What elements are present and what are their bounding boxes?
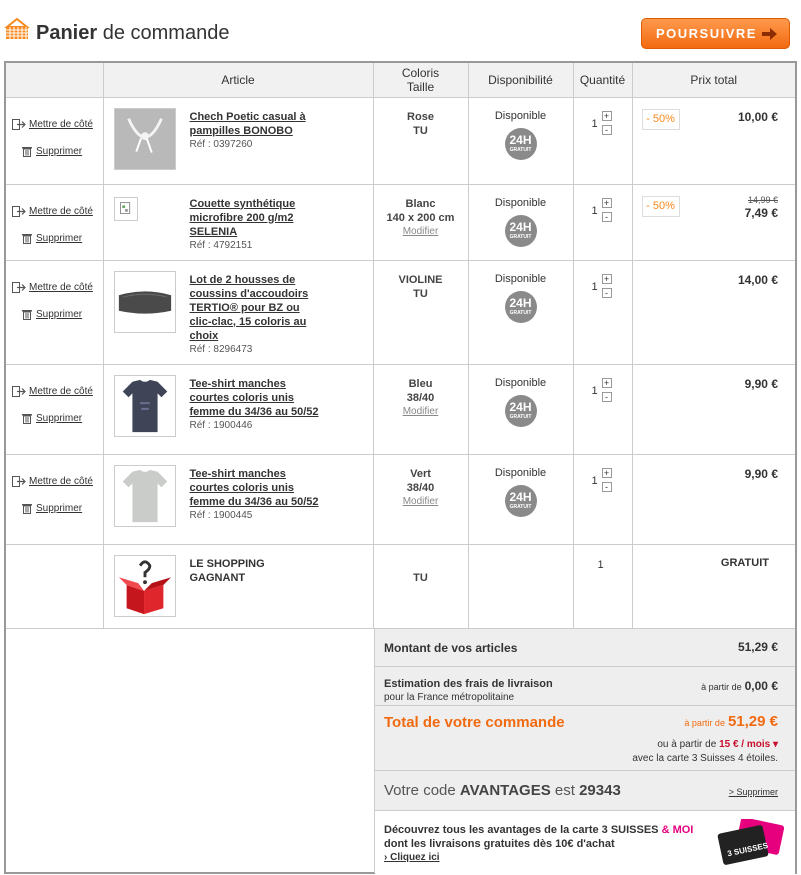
product-ref: Réf : 8296473 <box>189 343 253 355</box>
card-promo <box>375 811 795 875</box>
discount-badge: - 50% <box>642 196 680 217</box>
availability-text: Disponible <box>494 466 547 479</box>
continue-label: POURSUIVRE <box>656 26 757 41</box>
qty-value: 1 <box>591 474 598 487</box>
articles-total-row <box>375 629 795 667</box>
product-name-link[interactable]: Couette synthétique microfibre 200 g/m2 SELENIA <box>189 197 296 238</box>
col-price: Prix total <box>632 63 795 97</box>
col-actions <box>6 63 103 97</box>
product-color: Rose <box>407 110 434 123</box>
product-price: 14,00 € <box>737 272 778 287</box>
shipping-value: 0,00 € <box>744 679 778 693</box>
shipping-sub: pour la France métropolitaine <box>384 692 515 703</box>
qty-value: 1 <box>591 117 598 130</box>
title-bold: Panier <box>36 22 98 44</box>
product-image[interactable] <box>114 375 176 437</box>
product-name-link[interactable]: Tee-shirt manches courtes coloris unis femme du 34/36 au 50/52 <box>189 467 319 508</box>
divider <box>375 705 795 706</box>
24h-badge-icon <box>505 291 537 323</box>
remove-label: Supprimer <box>36 145 83 157</box>
promo-code-text <box>384 782 621 799</box>
product-size: TU <box>413 287 428 300</box>
qty-minus-button[interactable]: - <box>602 392 612 402</box>
trash-icon <box>22 146 32 157</box>
product-ref: Réf : 4792151 <box>189 239 253 251</box>
trash-icon <box>22 413 32 424</box>
monthly-prefix: ou à partir de <box>657 739 717 750</box>
badge-hours: 24H <box>509 399 532 414</box>
product-image[interactable] <box>114 465 176 527</box>
save-later-label: Mettre de côté <box>29 205 93 217</box>
modify-link[interactable]: Modifier <box>402 495 439 507</box>
24h-badge-icon <box>505 215 537 247</box>
badge-hours: 24H <box>509 295 532 310</box>
badge-gratuit: GRATUIT <box>509 503 532 510</box>
header <box>0 0 801 62</box>
table-row <box>6 97 795 184</box>
gift-row <box>6 544 795 628</box>
save-later-link[interactable] <box>12 476 103 487</box>
col-article: Article <box>103 63 373 97</box>
col-qty: Quantité <box>573 63 632 97</box>
product-price: 9,90 € <box>744 376 778 391</box>
qty-minus-button[interactable]: - <box>602 125 612 135</box>
product-color: Blanc <box>405 197 436 210</box>
product-price: 7,49 € <box>744 205 778 220</box>
product-name-link[interactable]: Lot de 2 housses de coussins d'accoudoirs TERTIO® pour BZ ou clic-clac, 15 coloris au choix <box>189 273 309 342</box>
qty-plus-button[interactable]: + <box>602 378 612 388</box>
title-rest: de commande <box>102 22 230 44</box>
trash-icon <box>22 309 32 320</box>
product-ref: Réf : 1900446 <box>189 419 253 431</box>
move-icon <box>12 282 26 293</box>
shipping-total-row <box>375 667 795 771</box>
loyalty-card-image <box>716 819 784 865</box>
code-word: AVANTAGES <box>459 782 551 799</box>
qty-value: 1 <box>591 384 598 397</box>
trash-icon <box>22 233 32 244</box>
product-color: VIOLINE <box>398 273 443 286</box>
save-later-link[interactable] <box>12 206 103 217</box>
continue-button[interactable] <box>641 18 790 49</box>
old-price: 14,99 € <box>747 194 778 205</box>
save-later-link[interactable] <box>12 119 103 130</box>
promo-pink: & MOI <box>661 824 694 836</box>
gift-qty: 1 <box>597 558 604 571</box>
move-icon <box>12 206 26 217</box>
qty-minus-button[interactable]: - <box>602 212 612 222</box>
product-image[interactable] <box>114 108 176 170</box>
availability-text: Disponible <box>494 376 547 389</box>
save-later-link[interactable] <box>12 386 103 397</box>
move-icon <box>12 476 26 487</box>
product-size: 140 x 200 cm <box>386 211 455 224</box>
remove-link[interactable] <box>12 503 103 514</box>
card-promo-text <box>384 823 714 851</box>
table-header <box>6 63 795 97</box>
qty-plus-button[interactable]: + <box>602 468 612 478</box>
articles-value: 51,29 € <box>737 640 778 654</box>
badge-hours: 24H <box>509 219 532 234</box>
promo-text2: dont les livraisons gratuites dès 10€ d'achat <box>384 838 615 850</box>
shipping-label: Estimation des frais de livraison <box>384 678 553 690</box>
col-coloris-label: Coloris <box>401 65 440 80</box>
move-icon <box>12 119 26 130</box>
table-row <box>6 260 795 364</box>
total-from: à partir de <box>684 718 725 728</box>
badge-gratuit: GRATUIT <box>509 309 532 316</box>
product-ref: Réf : 0397260 <box>189 138 253 150</box>
24h-badge-icon <box>505 485 537 517</box>
col-taille-label: Taille <box>406 79 435 94</box>
total-value-block <box>684 713 778 730</box>
basket-icon <box>4 17 30 41</box>
remove-link[interactable] <box>12 413 103 424</box>
discount-badge: - 50% <box>642 109 680 130</box>
save-later-link[interactable] <box>12 282 103 293</box>
card-promo-link[interactable]: › Cliquez ici <box>384 852 440 863</box>
order-summary <box>375 629 795 875</box>
modify-link[interactable]: Modifier <box>402 225 439 237</box>
gift-image <box>114 555 176 617</box>
product-size: 38/40 <box>406 481 435 494</box>
remove-code-link[interactable]: > Supprimer <box>728 787 778 797</box>
table-row <box>6 364 795 454</box>
availability-text: Disponible <box>494 196 547 209</box>
arrow-right-icon <box>762 28 777 40</box>
product-price-block <box>745 195 778 220</box>
product-price: 9,90 € <box>744 466 778 481</box>
monthly-value: 15 € / mois ▾ <box>719 739 778 750</box>
code-value: 29343 <box>579 782 621 799</box>
save-later-label: Mettre de côté <box>29 281 93 293</box>
shipping-value-block <box>701 679 778 693</box>
trash-icon <box>22 503 32 514</box>
qty-value: 1 <box>591 204 598 217</box>
broken-image-icon[interactable] <box>114 197 138 221</box>
qty-plus-button[interactable]: + <box>602 111 612 121</box>
summary-left-blank <box>6 629 375 873</box>
code-prefix: Votre code <box>384 782 456 799</box>
qty-value: 1 <box>591 280 598 293</box>
promo-link-label: Cliquez ici <box>390 852 440 863</box>
availability-text: Disponible <box>494 272 547 285</box>
product-image[interactable] <box>114 271 176 333</box>
gift-name: LE SHOPPING GAGNANT <box>189 557 265 584</box>
qty-plus-button[interactable]: + <box>602 274 612 284</box>
product-name-link[interactable]: Chech Poetic casual à pampilles BONOBO <box>189 110 306 137</box>
remove-label: Supprimer <box>36 308 83 320</box>
product-color: Bleu <box>408 377 433 390</box>
24h-badge-icon <box>505 395 537 427</box>
page-title <box>36 22 229 45</box>
col-dispo: Disponibilité <box>468 63 573 97</box>
qty-plus-button[interactable]: + <box>602 198 612 208</box>
table-row <box>6 454 795 544</box>
badge-gratuit: GRATUIT <box>509 233 532 240</box>
gift-size: TU <box>413 571 428 584</box>
col-coloris <box>373 63 468 97</box>
save-later-label: Mettre de côté <box>29 475 93 487</box>
product-size: TU <box>413 124 428 137</box>
badge-hours: 24H <box>509 489 532 504</box>
product-color: Vert <box>410 467 431 480</box>
save-later-label: Mettre de côté <box>29 118 93 130</box>
cart-table <box>6 63 795 629</box>
remove-label: Supprimer <box>36 412 83 424</box>
save-later-label: Mettre de côté <box>29 385 93 397</box>
product-price: 10,00 € <box>737 109 778 124</box>
shipping-from: à partir de <box>701 682 742 692</box>
remove-link[interactable] <box>12 309 103 320</box>
table-row <box>6 184 795 260</box>
remove-link[interactable] <box>12 146 103 157</box>
promo-text1: Découvrez tous les avantages de la carte 3 SUISSES <box>384 824 659 836</box>
24h-badge-icon <box>505 128 537 160</box>
promo-code-row <box>375 771 795 811</box>
gift-price: GRATUIT <box>720 556 769 569</box>
modify-link[interactable]: Modifier <box>402 405 439 417</box>
badge-gratuit: GRATUIT <box>509 146 532 153</box>
qty-minus-button[interactable]: - <box>602 482 612 492</box>
code-mid: est <box>554 782 575 799</box>
total-label: Total de votre commande <box>384 714 565 731</box>
remove-label: Supprimer <box>36 502 83 514</box>
badge-hours: 24H <box>509 132 532 147</box>
monthly-offer[interactable] <box>657 739 778 750</box>
articles-label: Montant de vos articles <box>384 641 518 655</box>
qty-minus-button[interactable]: - <box>602 288 612 298</box>
badge-gratuit: GRATUIT <box>509 413 532 420</box>
product-size: 38/40 <box>406 391 435 404</box>
card-text: 3 SUISSES <box>726 840 769 859</box>
remove-link[interactable] <box>12 233 103 244</box>
move-icon <box>12 386 26 397</box>
total-value: 51,29 € <box>727 713 778 730</box>
product-name-link[interactable]: Tee-shirt manches courtes coloris unis femme du 34/36 au 50/52 <box>189 377 319 418</box>
remove-label: Supprimer <box>36 232 83 244</box>
monthly-note: avec la carte 3 Suisses 4 étoiles. <box>632 753 778 764</box>
availability-text: Disponible <box>494 109 547 122</box>
product-ref: Réf : 1900445 <box>189 509 253 521</box>
